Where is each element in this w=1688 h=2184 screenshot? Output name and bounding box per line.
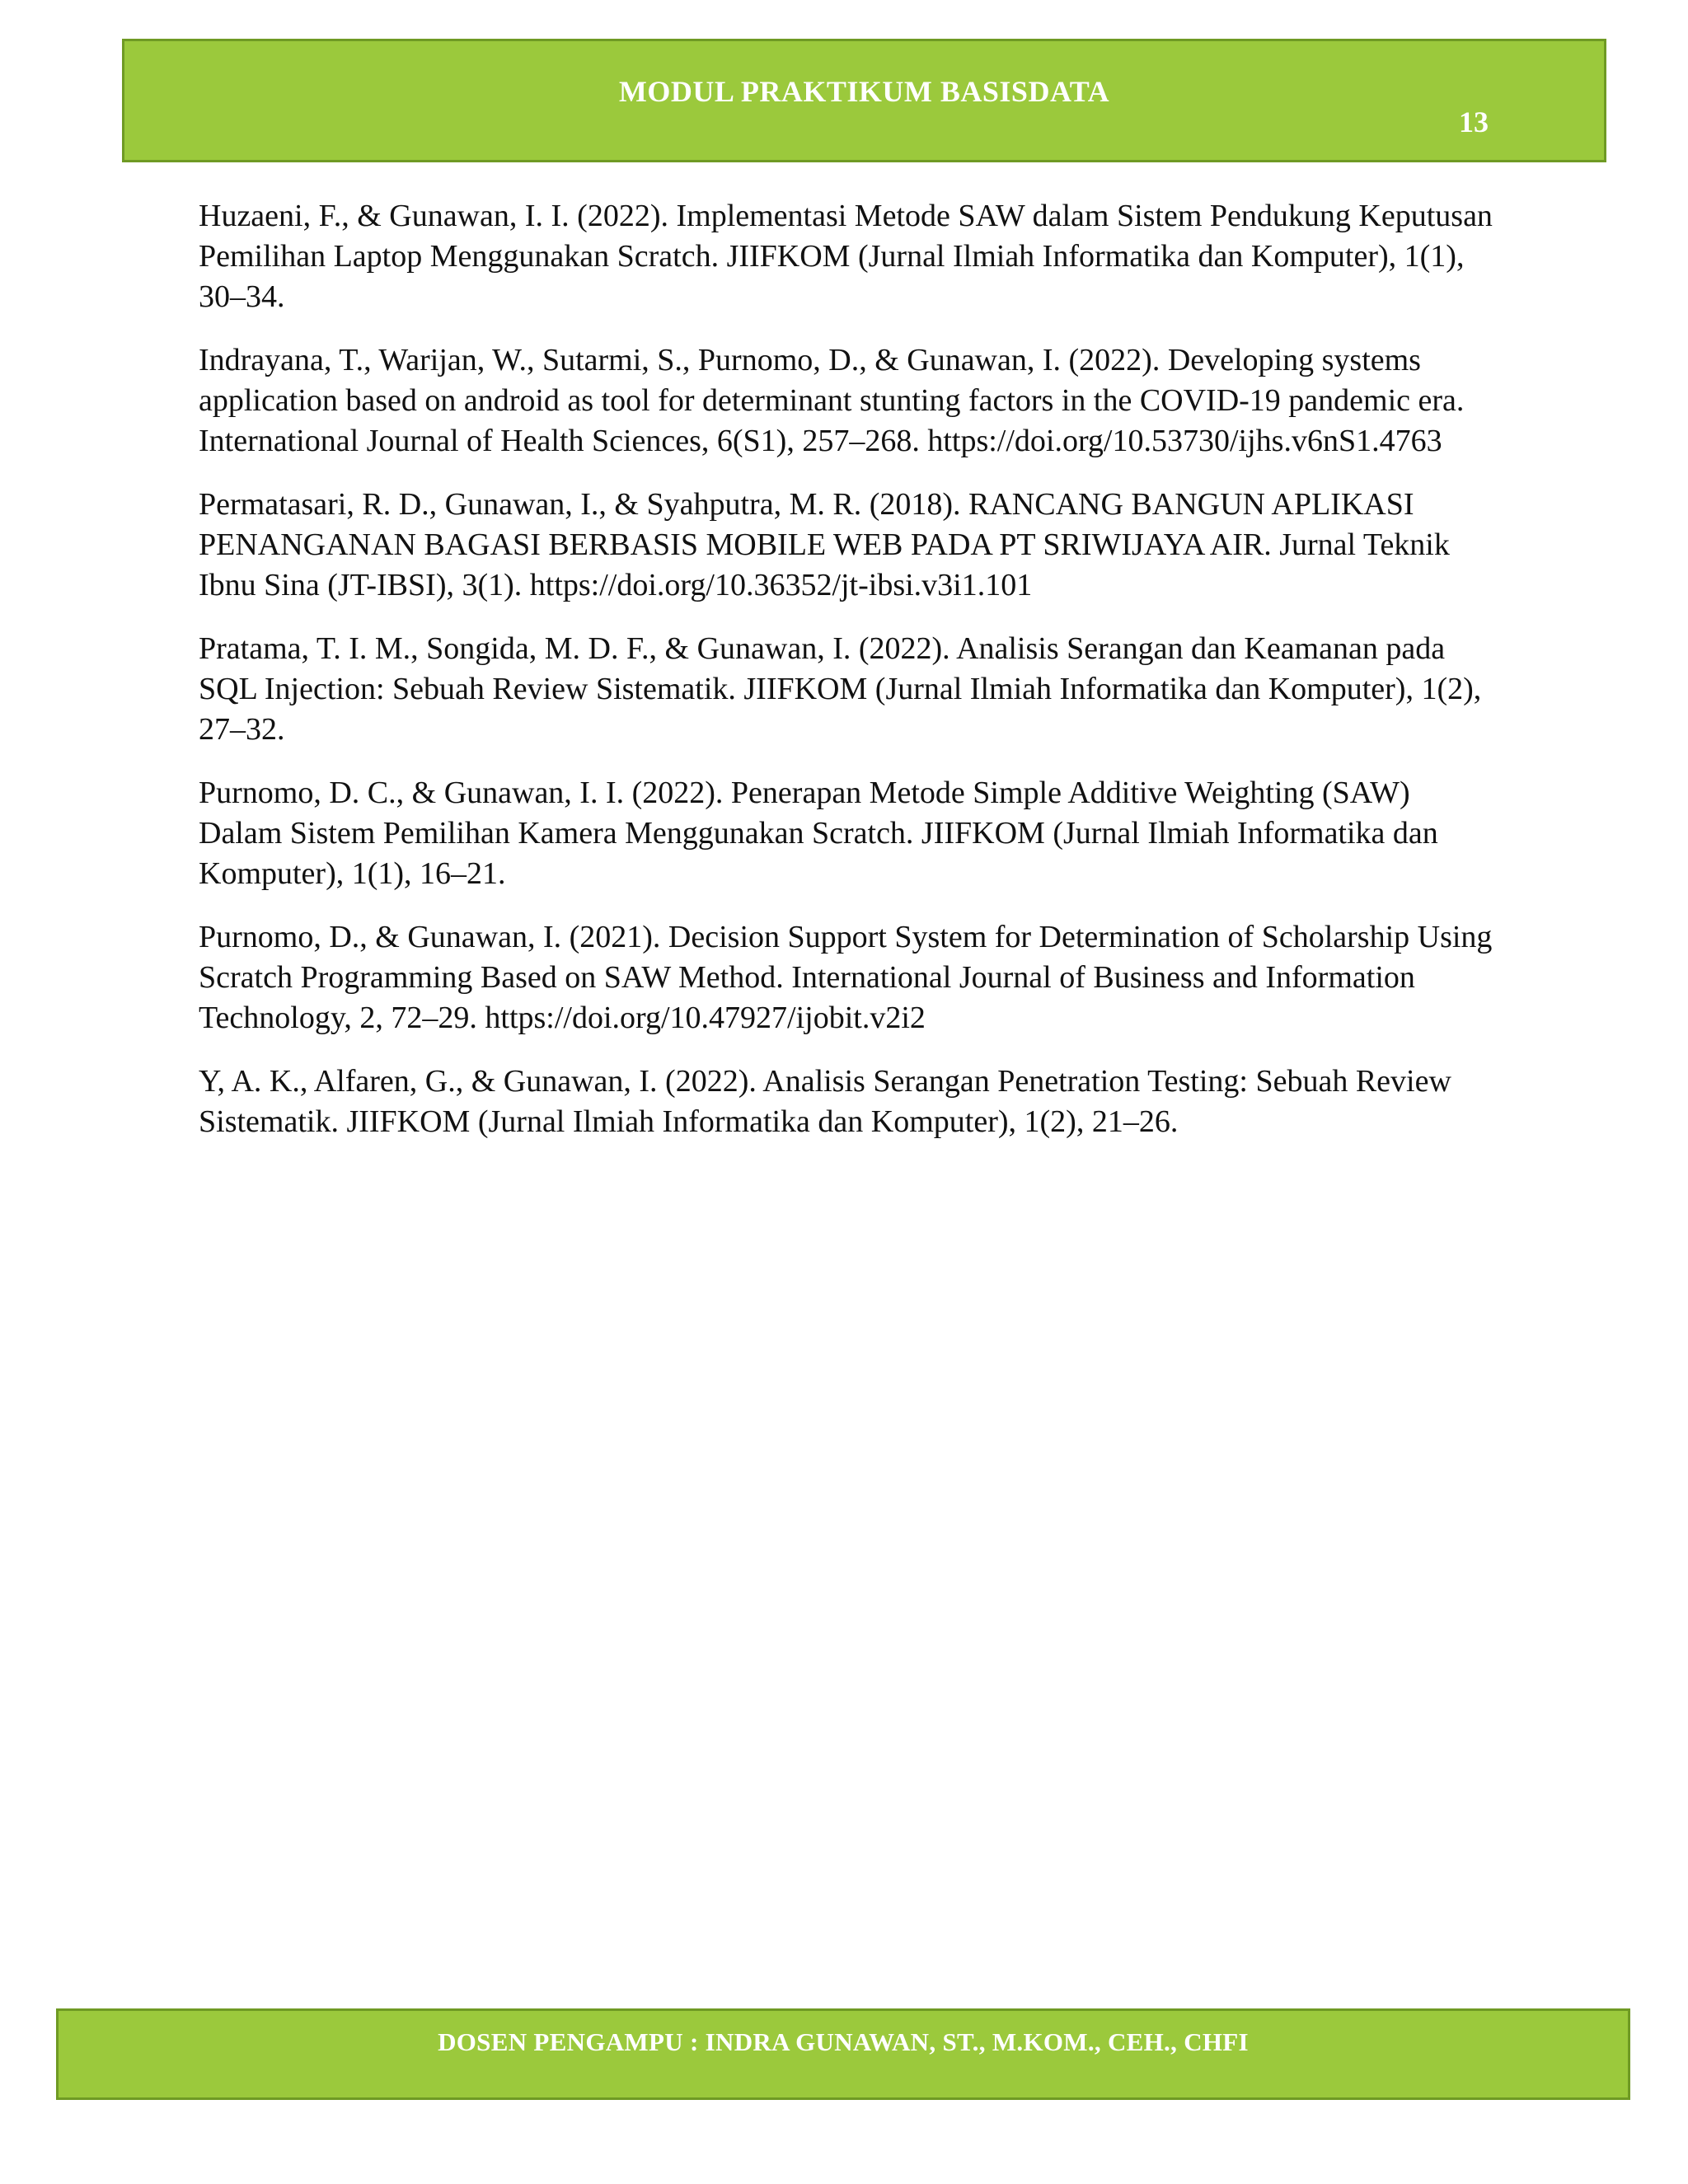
reference-list: [199, 196, 1501, 1165]
reference-entry-y-ak: Y, A. K., Alfaren, G., & Gunawan, I. (2022). Analisis Serangan Penetration Testing: Sebuah Review Sistematik. JIIFKOM (Jurnal Ilmiah Informatika dan Komputer), 1(2), 21–26.: [199, 1064, 1451, 1139]
reference-entry-indrayana: Indrayana, T., Warijan, W., Sutarmi, S., Purnomo, D., & Gunawan, I. (2022). Developing systems application based on android as tool for determinant stunting factors in the COVID-19 pandemic era. International Journal of Health Sciences, 6(S1), 257–268. https://doi.org/10.53730/ijhs.v6nS1.4763: [199, 343, 1465, 458]
page-number: 13: [1459, 105, 1489, 138]
reference-entry-purnomo-dc: Purnomo, D. C., & Gunawan, I. I. (2022). Penerapan Metode Simple Additive Weighting (SAW) Dalam Sistem Pemilihan Kamera Menggunakan Scratch. JIIFKOM (Jurnal Ilmiah Informatika dan Komputer), 1(1), 16–21.: [199, 776, 1438, 891]
page-header-banner: [122, 39, 1606, 162]
reference-entry-permatasari: Permatasari, R. D., Gunawan, I., & Syahputra, M. R. (2018). RANCANG BANGUN APLIKASI PENANGANAN BAGASI BERBASIS MOBILE WEB PADA PT SRIWIJAYA AIR. Jurnal Teknik Ibnu Sina (JT-IBSI), 3(1). https://doi.org/10.36352/jt-ibsi.v3i1.101: [199, 487, 1450, 602]
lecturer-credit: DOSEN PENGAMPU : INDRA GUNAWAN, ST., M.KOM., CEH., CHFI: [438, 2027, 1249, 2056]
page-footer-banner: [56, 2008, 1630, 2100]
reference-entry-pratama: Pratama, T. I. M., Songida, M. D. F., & Gunawan, I. (2022). Analisis Serangan dan Keamanan pada SQL Injection: Sebuah Review Sistematik. JIIFKOM (Jurnal Ilmiah Informatika dan Komputer), 1(2), 27–32.: [199, 631, 1482, 747]
reference-entry-purnomo-d: Purnomo, D., & Gunawan, I. (2021). Decision Support System for Determination of Scholarship Using Scratch Programming Based on SAW Method. International Journal of Business and Information Technology, 2, 72–29. https://doi.org/10.47927/ijobit.v2i2: [199, 920, 1493, 1035]
reference-entry-huzaeni: Huzaeni, F., & Gunawan, I. I. (2022). Implementasi Metode SAW dalam Sistem Pendukung Keputusan Pemilihan Laptop Menggunakan Scratch. JIIFKOM (Jurnal Ilmiah Informatika dan Komputer), 1(1), 30–34.: [199, 199, 1493, 314]
module-title: MODUL PRAKTIKUM BASISDATA: [618, 75, 1110, 108]
